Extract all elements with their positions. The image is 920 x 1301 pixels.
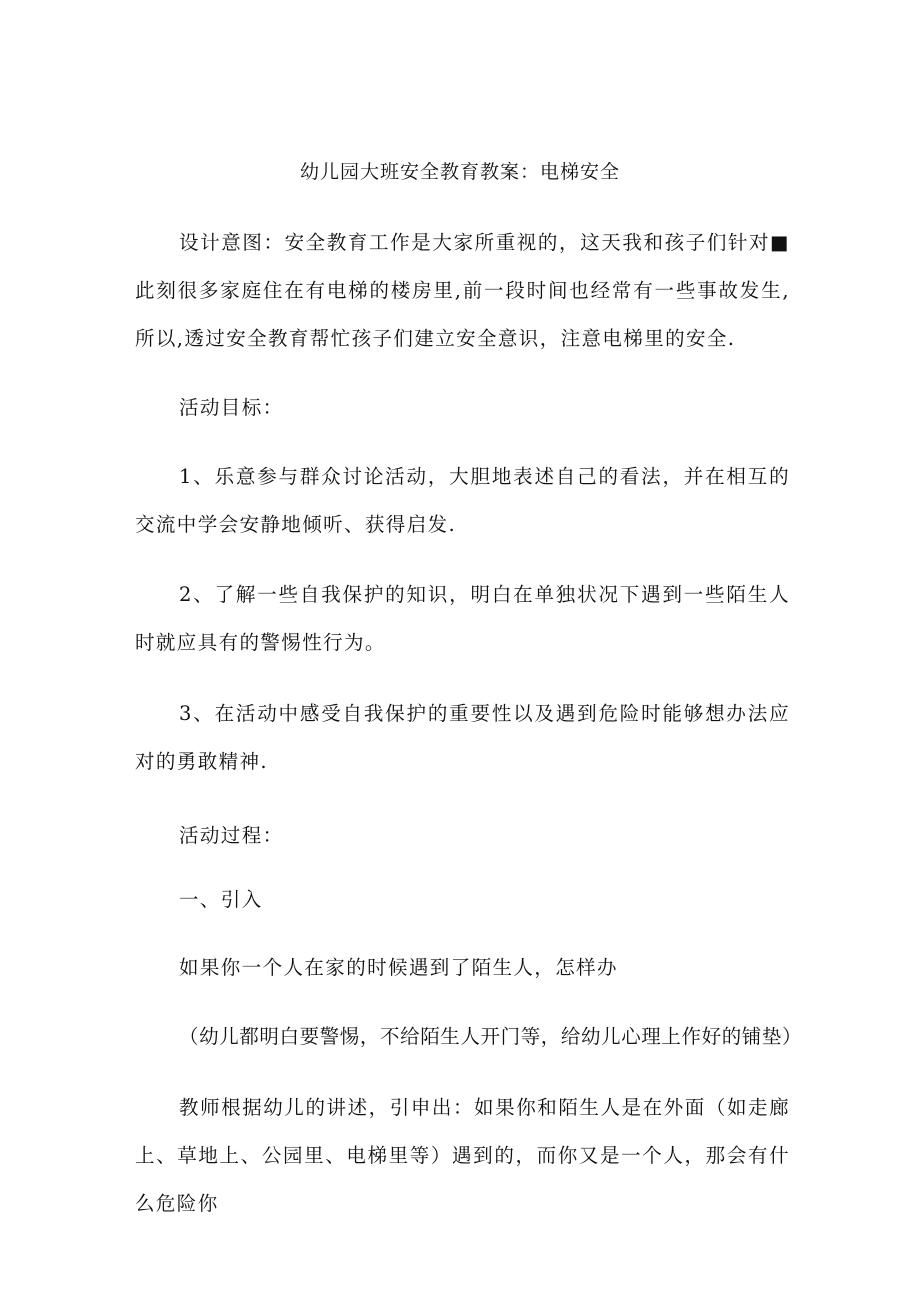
heading-section-1: 一、引入 — [179, 888, 263, 911]
heading-activity-process: 活动过程： — [179, 824, 284, 847]
document-title: 幼儿园大班安全教育教案：电梯安全 — [299, 161, 620, 183]
paragraph-teacher: 教师根据幼儿的讲述，引申出：如果你和陌生人是在外面（如走廊上、草地上、公园里、电梯里等）遇到的，而你又是一个人，那会有什么危险你 — [135, 1096, 790, 1215]
heading-activity-goals: 活动目标： — [179, 396, 284, 419]
paragraph-design-intent: 设计意图：安全教育工作是大家所重视的，这天我和孩子们针对■此刻很多家庭住在有电梯的楼房里,前一段时间也经常有一些事故发生,所以,透过安全教育帮忙孩子们建立安全意识，注意电梯里的安全. — [135, 231, 790, 350]
paragraph-note: （幼儿都明白要警惕，不给陌生人开门等，给幼儿心理上作好的铺垫） — [179, 1025, 803, 1048]
paragraph-goal-2: 2、了解一些自我保护的知识，明白在单独状况下遇到一些陌生人时就应具有的警惕性行为。 — [135, 583, 790, 654]
paragraph-goal-1: 1、乐意参与群众讨论活动，大胆地表述自己的看法，并在相互的交流中学会安静地倾听、获得启发. — [135, 465, 790, 536]
paragraph-question: 如果你一个人在家的时候遇到了陌生人，怎样办 — [179, 956, 618, 979]
paragraph-goal-3: 3、在活动中感受自我保护的重要性以及遇到危险时能够想办法应对的勇敢精神. — [135, 702, 790, 773]
